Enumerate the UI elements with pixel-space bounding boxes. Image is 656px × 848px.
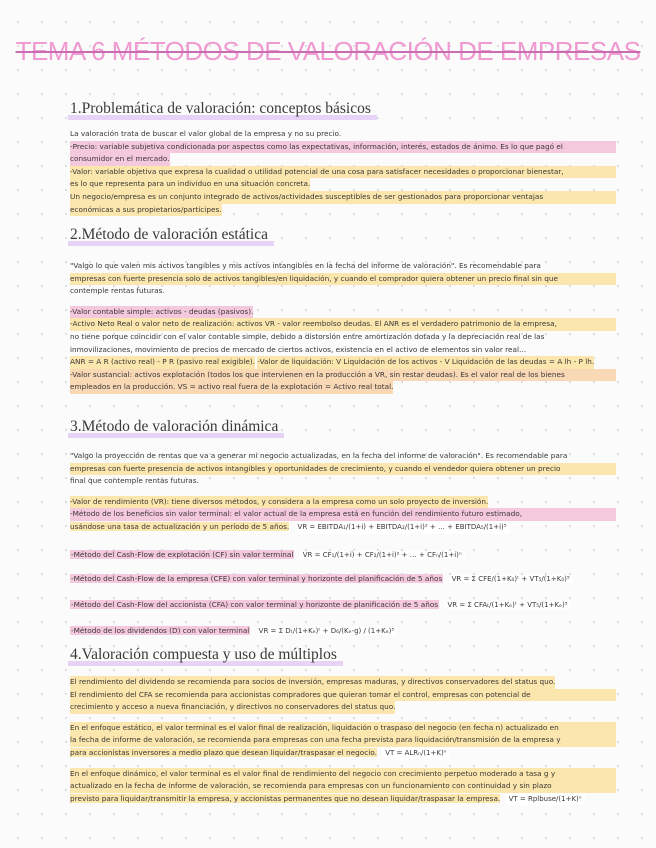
text-line: ANR = A R (activo real) - P R (pasivo real exigible). (70, 356, 255, 369)
text-line: -Valor: variable objetiva que expresa la cualidad o utilidad potencial de una cosa para satisfacer necesidades o proporcionar bienestar, (70, 166, 616, 179)
text-line: económicas a sus propietarios/partícipes. (70, 204, 222, 217)
text-line: contemple rentas futuras. (70, 286, 165, 296)
section-4-body (70, 676, 616, 805)
text-line: no tiene porque coincidir con el valor contable simple, debido a distorsión entre amortización dotada y la depreciación real de las (70, 331, 545, 341)
formula-ebitda: VR = EBITDA₁/(1+i) + EBITDA₂/(1+i)² + … + EBITDA₅/(1+i)⁵ (295, 521, 510, 534)
section-1-heading: 1.Problemática de valoración: conceptos básicos (68, 100, 377, 120)
text-line (70, 793, 616, 806)
method-row (70, 574, 616, 583)
text-line: inmovilizaciones, movimiento de precios de mercado de ciertos activos, existencia en el activo de elementos sin valor real… (70, 344, 527, 354)
section-1-body (70, 128, 616, 216)
method-row (70, 550, 616, 559)
text-line: final que contemple rentas futuras. (70, 476, 199, 486)
text-line: "Valgo la proyección de rentas que va a generar mi negocio actualizadas, en la fecha del informe de valoración". Es recomendable para (70, 451, 568, 460)
text-line: empresas con fuerte presencia de activos intangibles y oportunidades de crecimiento, y cuando el vendedor quiera obtener un precio (70, 463, 616, 476)
text-line: previsto para liquidar/transmitir la empresa, y accionistas permanentes que no desean liquidar/traspasar la empresa. (70, 793, 501, 803)
method-label: -Método de los dividendos (D) con valor terminal (71, 626, 250, 635)
section-4-heading: 4.Valoración compuesta y uso de múltiplos (68, 646, 343, 666)
text-line: El rendimiento del CFA se recomienda para accionistas compradores que quieran tomar el control, empresas con potencial de (70, 689, 616, 702)
formula-vt-static: VT = ALRₙ/(1+K)ⁿ (382, 747, 449, 760)
text-line: crecimiento y acceso a nueva financiación, y directivos no conservadores del status quo. (70, 701, 395, 714)
text-line: -Valor de rendimiento (VR): tiene diversos métodos, y considera a la empresa como un solo proyecto de inversión. (70, 496, 488, 509)
formula-vt-dynamic: VT = Rplbuse/(1+K)ⁿ (506, 793, 585, 806)
text-line: -Activo Neto Real o valor neto de realización: activos VR - valor reembolso deudas. El ANR es el verdadero patrimonio de la empresa, (70, 318, 616, 331)
text-line: actualizado en la fecha de informe de valoración, se recomienda para empresas con un funcionamiento con continuidad y sin plazo (70, 780, 616, 793)
text-line (70, 747, 616, 760)
text-line: -Valor de liquidación: V Liquidación de los activos - V Liquidación de las deudas = A lh - P lh. (257, 356, 594, 369)
text-line: empleados en la producción. VS = activo real fuera de la explotación = Activo real total. (70, 381, 393, 394)
text-line: es lo que representa para un individuo en una situación concreta. (70, 178, 310, 191)
method-row (70, 626, 616, 635)
formula-dividends: VR = Σ Dₜ/(1+Kₑ)ᵗ + D₆/(Kₑ-g) / (1+Kₑ)⁵ (256, 627, 398, 635)
text-line (70, 521, 616, 534)
method-row (70, 600, 616, 609)
text-line: la fecha de informe de valoración, se recomienda para empresas con una fecha prevista para liquidación/transmisión de la empresa y (70, 734, 616, 747)
text-line: "Valgo lo que valen mis activos tangibles y mis activos intangibles en la fecha del informe de valoración". Es recomendable para (70, 261, 541, 270)
text-line: -Valor sustancial: activos explotación (todos los que intervienen en la producción a VR, sin restar deudas). Es el valor real de los bienes (70, 369, 616, 382)
text-line: En el enfoque estático, el valor terminal es el valor final de realización, liquidación o traspaso del negocio (en fecha n) actualizado en (70, 722, 616, 735)
text-line: usándose una tasa de actualización y un período de 5 años. (70, 521, 290, 531)
section-3-heading: 3.Método de valoración dinámica (68, 418, 284, 438)
method-label: -Método del Cash-Flow de explotación (CF) sin valor terminal (71, 550, 294, 559)
formula-cfa: VR = Σ CFAₜ/(1+Kₑ)ᵗ + VT₅/(1+Kₑ)⁵ (444, 601, 570, 609)
text-line: consumidor en el mercado. (70, 153, 170, 166)
text-line: El rendimiento del dividendo se recomienda para socios de inversión, empresas maduras, y directivos conservadores del status quo. (70, 676, 555, 689)
formula-cfe: VR = Σ CFE/(1+K₀)ᵗ + VT₅/(1+K₀)⁵ (449, 575, 573, 583)
text-line: empresas con fuerte presencia solo de activos tangibles/en liquidación, y cuando el comprador quiera obtener un precio final sin que (70, 273, 616, 286)
text-line: -Método de los beneficios sin valor terminal: el valor actual de la empresa está en función del rendimiento futuro estimado, (70, 508, 616, 521)
text-line: Un negocio/empresa es un conjunto integrado de activos/actividades susceptibles de ser gestionados para proporcionar ventajas (70, 191, 616, 204)
section-3-body (70, 450, 616, 534)
text-line: -Precio: variable subjetiva condicionada por aspectos como las expectativas, información, interés, estados de ánimo. Es lo que pagó el (70, 141, 616, 154)
page-title: TEMA 6 MÉTODOS DE VALORACIÓN DE EMPRESAS (15, 36, 641, 66)
formula-cf: VR = CF₁/(1+i) + CF₂/(1+i)² + … + CFₙ/(1+i)ⁿ (300, 551, 465, 559)
method-label: -Método del Cash-Flow de la empresa (CFE) con valor terminal y horizonte del planificación de 5 años (71, 574, 443, 583)
text-line: La valoración trata de buscar el valor global de la empresa y no su precio. (70, 129, 342, 138)
section-2-body (70, 260, 616, 394)
text-line: -Valor contable simple: activos - deudas (pasivos). (70, 306, 253, 319)
method-label: -Método del Cash-Flow del accionista (CFA) con valor terminal y horizonte de planificación de 5 años (71, 600, 439, 609)
text-line: En el enfoque dinámico, el valor terminal es el valor final de rendimiento del negocio con crecimiento perpetuo moderado a tasa g y (70, 768, 616, 781)
text-line: para accionistas inversores a medio plazo que desean liquidar/traspasar el negocio. (70, 747, 377, 757)
section-2-heading: 2.Método de valoración estática (68, 226, 274, 246)
